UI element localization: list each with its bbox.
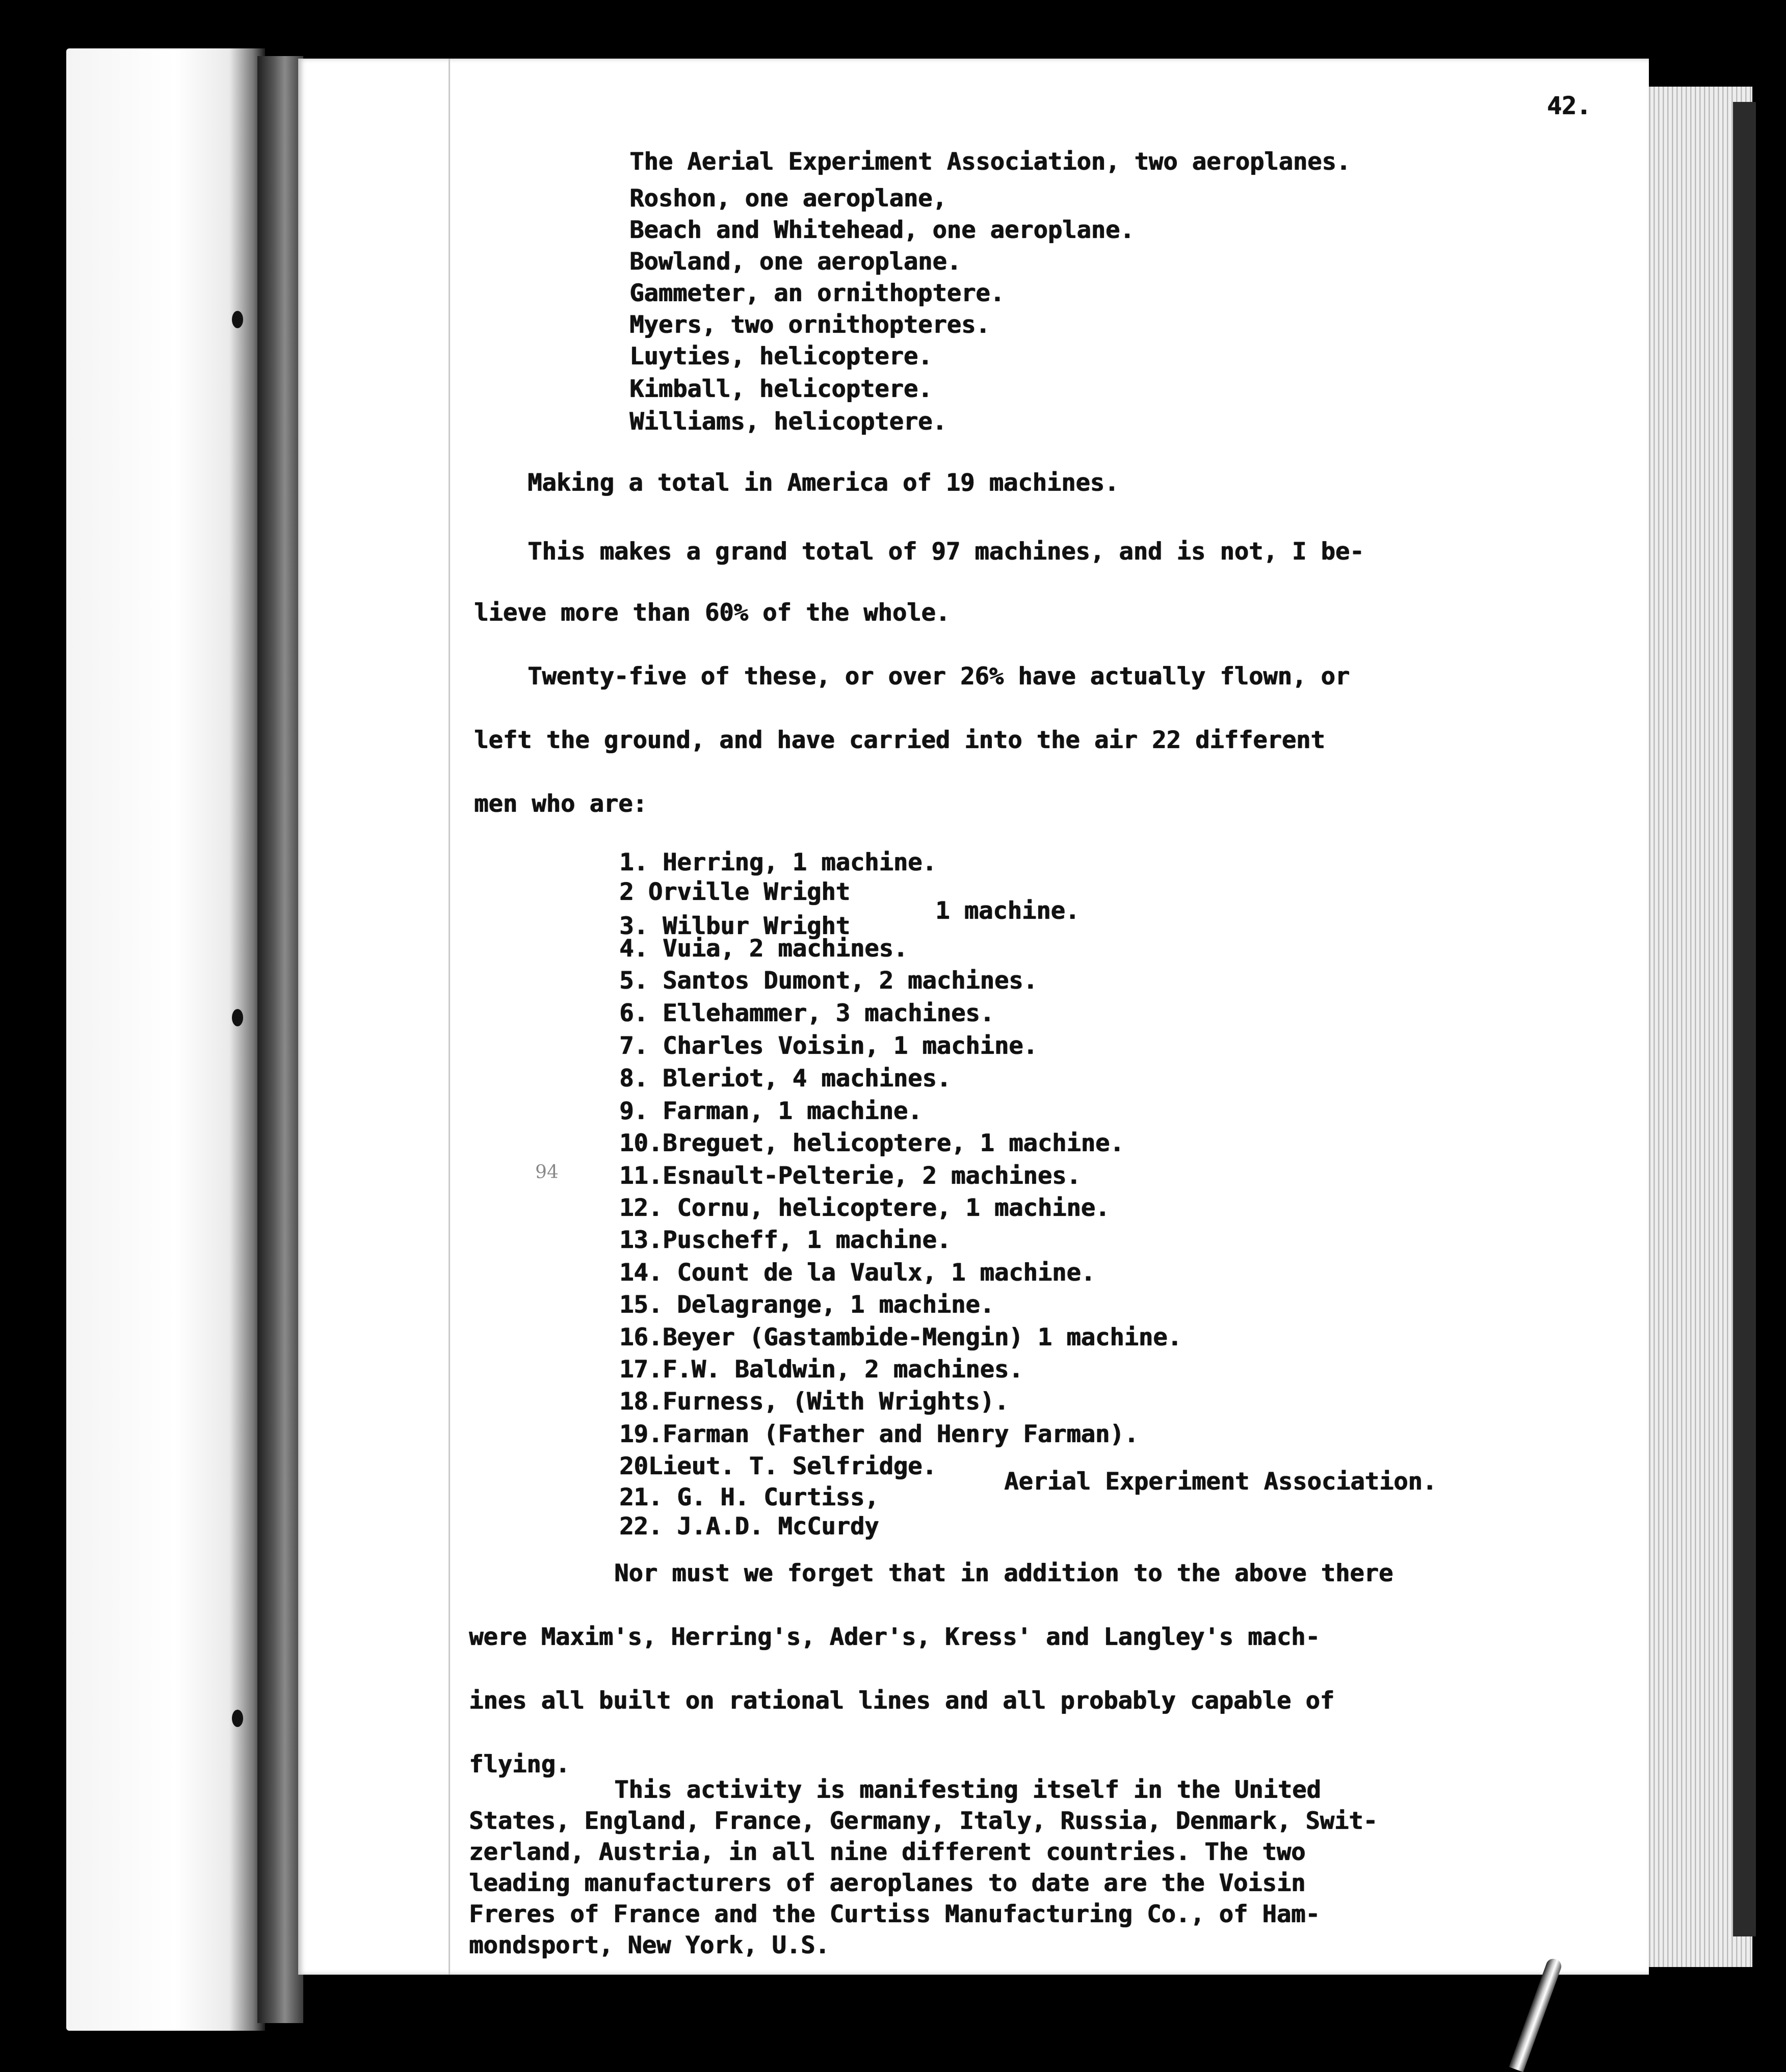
paragraph-line: were Maxim's, Herring's, Ader's, Kress' and Langley's mach- <box>469 1623 1320 1651</box>
flyer-item: 4. Vuia, 2 machines. <box>619 935 908 963</box>
flyer-item: 8. Bleriot, 4 machines. <box>619 1065 951 1093</box>
list-line: Beach and Whitehead, one aeroplane. <box>629 216 1135 244</box>
flyer-item: 17.F.W. Baldwin, 2 machines. <box>619 1356 1023 1384</box>
paragraph-line: This activity is manifesting itself in the United <box>614 1776 1321 1804</box>
paragraph-line: This makes a grand total of 97 machines, and is not, I be- <box>528 538 1364 566</box>
page-number: 42. <box>1547 92 1591 120</box>
paragraph-line: Twenty-five of these, or over 26% have actually flown, or <box>528 662 1350 690</box>
paragraph-line: States, England, France, Germany, Italy, Russia, Denmark, Swit- <box>469 1807 1378 1835</box>
flyer-item: 18.Furness, (With Wrights). <box>619 1388 1009 1416</box>
flyer-item: 5. Santos Dumont, 2 machines. <box>619 967 1038 995</box>
book-gutter <box>257 56 303 2023</box>
list-line: Luyties, helicoptere. <box>629 342 933 370</box>
flyer-item: 14. Count de la Vaulx, 1 machine. <box>619 1259 1095 1287</box>
flyer-item: 12. Cornu, helicoptere, 1 machine. <box>619 1194 1110 1222</box>
flyer-item: 20Lieut. T. Selfridge. <box>619 1452 937 1480</box>
list-line: The Aerial Experiment Association, two aeroplanes. <box>629 148 1351 176</box>
list-line: Williams, helicoptere. <box>629 408 947 436</box>
binding-hole <box>232 1009 243 1026</box>
list-line: Bowland, one aeroplane. <box>629 248 961 276</box>
paragraph-line: Freres of France and the Curtiss Manufacturing Co., of Ham- <box>469 1900 1320 1928</box>
flyer-item: 9. Farman, 1 machine. <box>619 1097 923 1125</box>
flyer-item: 1. Herring, 1 machine. <box>619 848 937 876</box>
list-line: Roshon, one aeroplane, <box>629 184 947 212</box>
margin-rule <box>449 59 450 1975</box>
flyer-item: 11.Esnault-Pelterie, 2 machines. <box>619 1162 1081 1190</box>
page-edges-shadow <box>1733 102 1756 1936</box>
paragraph-line: flying. <box>469 1750 570 1778</box>
flyer-item: 13.Puscheff, 1 machine. <box>619 1226 951 1254</box>
flyer-item: 16.Beyer (Gastambide-Mengin) 1 machine. <box>619 1323 1182 1351</box>
paragraph-line: leading manufacturers of aeroplanes to date are the Voisin <box>469 1869 1306 1897</box>
paragraph-line: zerland, Austria, in all nine different countries. The two <box>469 1838 1306 1866</box>
flyer-item: 22. J.A.D. McCurdy <box>619 1512 879 1540</box>
flyer-item: 21. G. H. Curtiss, <box>619 1483 879 1511</box>
paragraph-line: mondsport, New York, U.S. <box>469 1931 830 1959</box>
list-line: Myers, two ornithopteres. <box>629 311 990 339</box>
flyer-item: 6. Ellehammer, 3 machines. <box>619 999 994 1027</box>
flyer-brace-note: Aerial Experiment Association. <box>1004 1468 1437 1496</box>
binding-hole <box>232 311 243 328</box>
paragraph-line: Nor must we forget that in addition to the above there <box>614 1559 1394 1587</box>
flyer-item: 2 Orville Wright <box>619 878 850 906</box>
paragraph-line: Making a total in America of 19 machines. <box>528 469 1119 497</box>
flyer-item: 7. Charles Voisin, 1 machine. <box>619 1032 1038 1060</box>
flyer-item: 15. Delagrange, 1 machine. <box>619 1291 994 1319</box>
pencil-margin-note: 94 <box>535 1162 559 1183</box>
facing-page <box>66 48 265 2031</box>
binding-hole <box>232 1710 243 1727</box>
paragraph-line: lieve more than 60% of the whole. <box>474 599 950 627</box>
paragraph-line: left the ground, and have carried into the air 22 different <box>474 726 1325 754</box>
flyer-item: 10.Breguet, helicoptere, 1 machine. <box>619 1129 1124 1157</box>
paragraph-line: ines all built on rational lines and all probably capable of <box>469 1687 1334 1715</box>
paragraph-line: men who are: <box>474 790 647 818</box>
list-line: Kimball, helicoptere. <box>629 375 933 403</box>
flyer-brace-note: 1 machine. <box>935 897 1080 925</box>
list-line: Gammeter, an ornithoptere. <box>629 279 1005 307</box>
flyer-item: 19.Farman (Father and Henry Farman). <box>619 1420 1139 1448</box>
flyer-item: 3. Wilbur Wright <box>619 912 850 940</box>
